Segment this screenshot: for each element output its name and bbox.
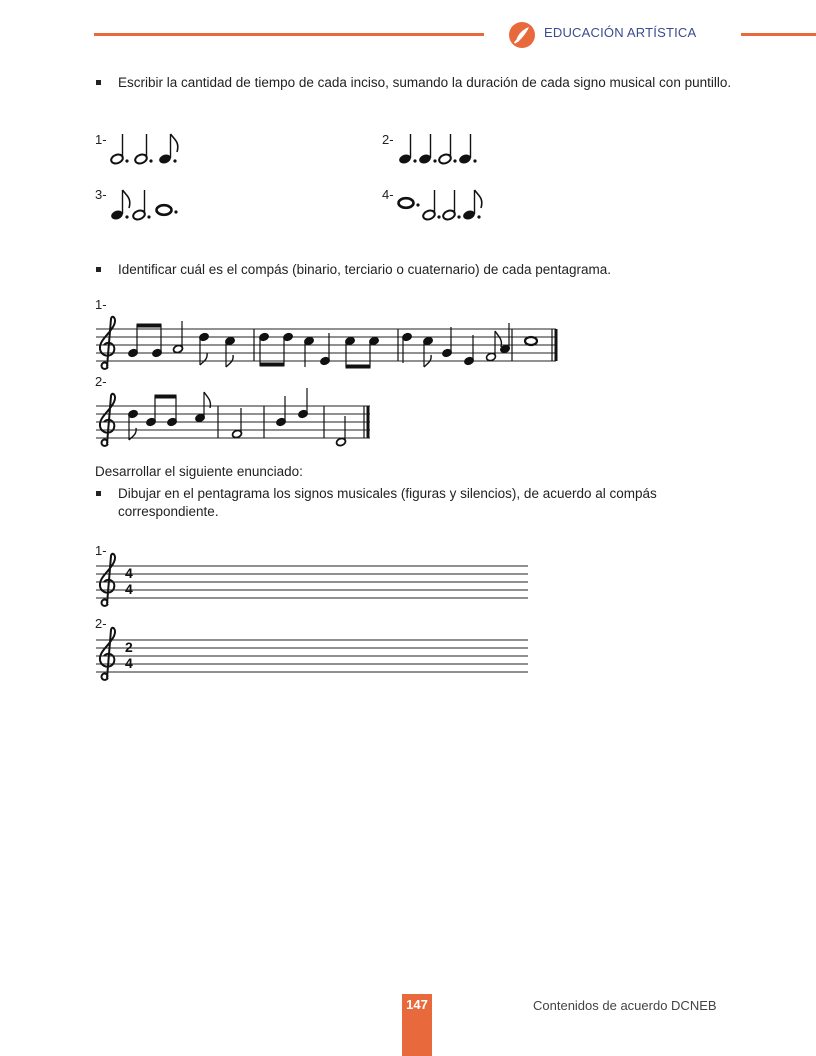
dotted-half-note-icon: [110, 134, 129, 165]
item-label-4: 4-: [382, 187, 394, 202]
instruction-bullet-3: [96, 485, 756, 521]
section-intro: Desarrollar el siguiente enunciado:: [95, 464, 303, 479]
measure-3-notes: [276, 388, 309, 427]
dotted-half-note-icon: [422, 190, 441, 221]
staff-lines: [96, 566, 528, 598]
bullet-square-icon: [96, 491, 101, 496]
music-staff-1: [94, 315, 564, 375]
item-label-1: 1-: [95, 132, 107, 147]
dotted-half-note-icon: [132, 190, 151, 221]
dotted-quarter-note-icon: [398, 134, 417, 165]
header-title: EDUCACIÓN ARTÍSTICA: [544, 25, 697, 40]
note-group-2: [398, 130, 498, 170]
empty-staff-4-4: [94, 560, 534, 620]
footer-text: Contenidos de acuerdo DCNEB: [533, 998, 717, 1013]
dotted-whole-note-icon: [157, 205, 178, 215]
instruction-text: Dibujar en el pentagrama los signos musicales (figuras y silencios), de acuerdo al compás correspondiente.: [118, 486, 657, 519]
measure-2-notes: [259, 332, 380, 368]
measure-4-notes: [525, 337, 537, 345]
instruction-text: Escribir la cantidad de tiempo de cada inciso, sumando la duración de cada signo musical con puntillo.: [118, 75, 732, 90]
item-label-3: 3-: [95, 187, 107, 202]
staff-label-4: 2-: [95, 616, 107, 631]
staff-lines: [96, 640, 528, 672]
dotted-eighth-note-icon: [110, 190, 130, 221]
time-signature-top: 2: [125, 639, 133, 655]
time-signature-bottom: 4: [125, 581, 133, 597]
instruction-bullet-2: [96, 261, 756, 279]
measure-1-notes: [128, 321, 236, 367]
dotted-half-note-icon: [442, 190, 461, 221]
note-group-1: [110, 130, 190, 170]
instruction-bullet-1: [96, 74, 756, 92]
music-staff-2: [94, 392, 374, 452]
item-label-2: 2-: [382, 132, 394, 147]
empty-staff-2-4: [94, 634, 534, 694]
measure-4-notes: [336, 416, 347, 447]
bullet-square-icon: [96, 80, 101, 85]
measure-2-notes: [232, 408, 243, 439]
measure-1-notes: [128, 392, 211, 440]
dotted-quarter-note-icon: [458, 134, 477, 165]
time-signature-top: 4: [125, 565, 133, 581]
staff-label-3: 1-: [95, 543, 107, 558]
dotted-eighth-note-icon: [462, 190, 482, 221]
header-rule-right: [741, 33, 816, 36]
header-rule-left: [94, 33, 484, 36]
staff-label-2: 2-: [95, 374, 107, 389]
dotted-half-note-icon: [438, 134, 457, 165]
dotted-whole-note-icon: [399, 198, 420, 208]
dotted-half-note-icon: [134, 134, 153, 165]
bullet-square-icon: [96, 267, 101, 272]
dotted-eighth-note-icon: [158, 134, 178, 165]
brush-logo-icon: [507, 20, 537, 50]
page-number: 147: [406, 997, 428, 1012]
note-group-4: [398, 186, 498, 226]
note-group-3: [110, 186, 190, 226]
staff-label-1: 1-: [95, 297, 107, 312]
instruction-text: Identificar cuál es el compás (binario, terciario o cuaternario) de cada pentagrama.: [118, 262, 612, 277]
time-signature-bottom: 4: [125, 655, 133, 671]
dotted-quarter-note-icon: [418, 134, 437, 165]
